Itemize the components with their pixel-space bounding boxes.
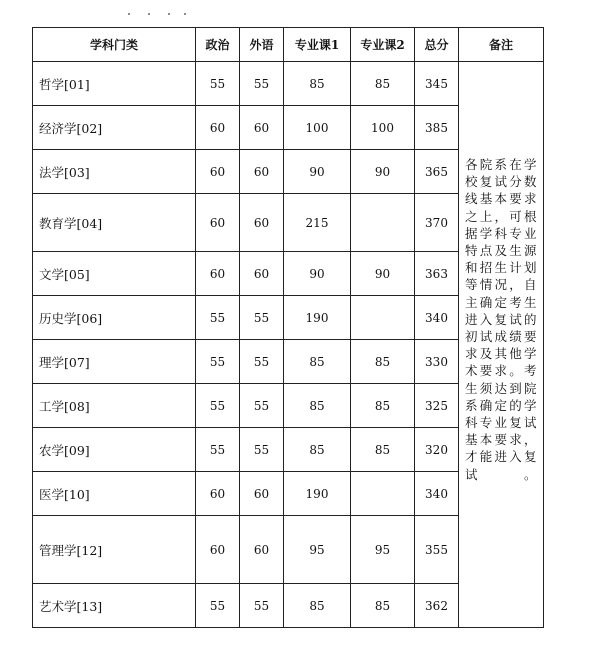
foreign-language-cell: 60	[240, 252, 284, 296]
politics-cell: 60	[196, 516, 240, 584]
category-cell: 文学[05]	[33, 252, 196, 296]
header-politics: 政治	[196, 28, 240, 62]
header-row	[33, 28, 544, 62]
course2-cell: 85	[351, 584, 415, 628]
course1-cell: 85	[284, 428, 351, 472]
politics-cell: 55	[196, 62, 240, 106]
course1-cell: 90	[284, 252, 351, 296]
course1-cell: 215	[284, 194, 351, 252]
politics-cell: 55	[196, 428, 240, 472]
foreign-language-cell: 55	[240, 340, 284, 384]
course1-cell: 85	[284, 62, 351, 106]
course2-cell	[351, 194, 415, 252]
course1-cell: 95	[284, 516, 351, 584]
category-cell: 经济学[02]	[33, 106, 196, 150]
header-foreign-language: 外语	[240, 28, 284, 62]
foreign-language-cell: 55	[240, 62, 284, 106]
header-major-course-1: 专业课1	[284, 28, 351, 62]
politics-cell: 60	[196, 252, 240, 296]
foreign-language-cell: 60	[240, 516, 284, 584]
course2-cell	[351, 296, 415, 340]
course1-cell: 190	[284, 296, 351, 340]
total-cell: 340	[415, 296, 459, 340]
course1-cell: 90	[284, 150, 351, 194]
course2-cell: 100	[351, 106, 415, 150]
total-cell: 370	[415, 194, 459, 252]
category-cell: 历史学[06]	[33, 296, 196, 340]
foreign-language-cell: 55	[240, 428, 284, 472]
category-cell: 医学[10]	[33, 472, 196, 516]
politics-cell: 55	[196, 384, 240, 428]
foreign-language-cell: 60	[240, 150, 284, 194]
foreign-language-cell: 55	[240, 584, 284, 628]
total-cell: 340	[415, 472, 459, 516]
total-cell: 325	[415, 384, 459, 428]
course1-cell: 85	[284, 584, 351, 628]
category-cell: 法学[03]	[33, 150, 196, 194]
category-cell: 农学[09]	[33, 428, 196, 472]
total-cell: 330	[415, 340, 459, 384]
category-cell: 工学[08]	[33, 384, 196, 428]
total-cell: 365	[415, 150, 459, 194]
total-cell: 345	[415, 62, 459, 106]
header-total: 总分	[415, 28, 459, 62]
remarks-text: 各院系在学校复试分数线基本要求之上，可根据学科专业特点及生源和招生计划等情况，自主确定考生进入复试的初试成绩要求及其他学术要求。考生须达到院系确定的学科专业复试基本要求，才能进入复试。	[465, 157, 537, 482]
foreign-language-cell: 60	[240, 472, 284, 516]
total-cell: 385	[415, 106, 459, 150]
category-cell: 哲学[01]	[33, 62, 196, 106]
course1-cell: 85	[284, 384, 351, 428]
total-cell: 320	[415, 428, 459, 472]
category-cell: 教育学[04]	[33, 194, 196, 252]
table-row	[33, 62, 544, 106]
total-cell: 355	[415, 516, 459, 584]
header-remarks: 备注	[459, 28, 544, 62]
header-category: 学科门类	[33, 28, 196, 62]
course2-cell: 85	[351, 62, 415, 106]
category-cell: 理学[07]	[33, 340, 196, 384]
course2-cell: 85	[351, 340, 415, 384]
foreign-language-cell: 60	[240, 194, 284, 252]
course2-cell: 85	[351, 384, 415, 428]
politics-cell: 55	[196, 584, 240, 628]
course2-cell: 90	[351, 150, 415, 194]
course2-cell: 90	[351, 252, 415, 296]
total-cell: 362	[415, 584, 459, 628]
foreign-language-cell: 60	[240, 106, 284, 150]
course1-cell: 85	[284, 340, 351, 384]
politics-cell: 55	[196, 296, 240, 340]
politics-cell: 60	[196, 150, 240, 194]
politics-cell: 60	[196, 106, 240, 150]
politics-cell: 60	[196, 194, 240, 252]
course2-cell: 95	[351, 516, 415, 584]
course2-cell: 85	[351, 428, 415, 472]
scan-artifact-dots	[128, 10, 198, 18]
politics-cell: 60	[196, 472, 240, 516]
category-cell: 管理学[12]	[33, 516, 196, 584]
course1-cell: 190	[284, 472, 351, 516]
remarks-cell	[459, 62, 544, 628]
foreign-language-cell: 55	[240, 296, 284, 340]
total-cell: 363	[415, 252, 459, 296]
foreign-language-cell: 55	[240, 384, 284, 428]
category-cell: 艺术学[13]	[33, 584, 196, 628]
politics-cell: 55	[196, 340, 240, 384]
course1-cell: 100	[284, 106, 351, 150]
score-table	[32, 27, 544, 628]
course2-cell	[351, 472, 415, 516]
header-major-course-2: 专业课2	[351, 28, 415, 62]
